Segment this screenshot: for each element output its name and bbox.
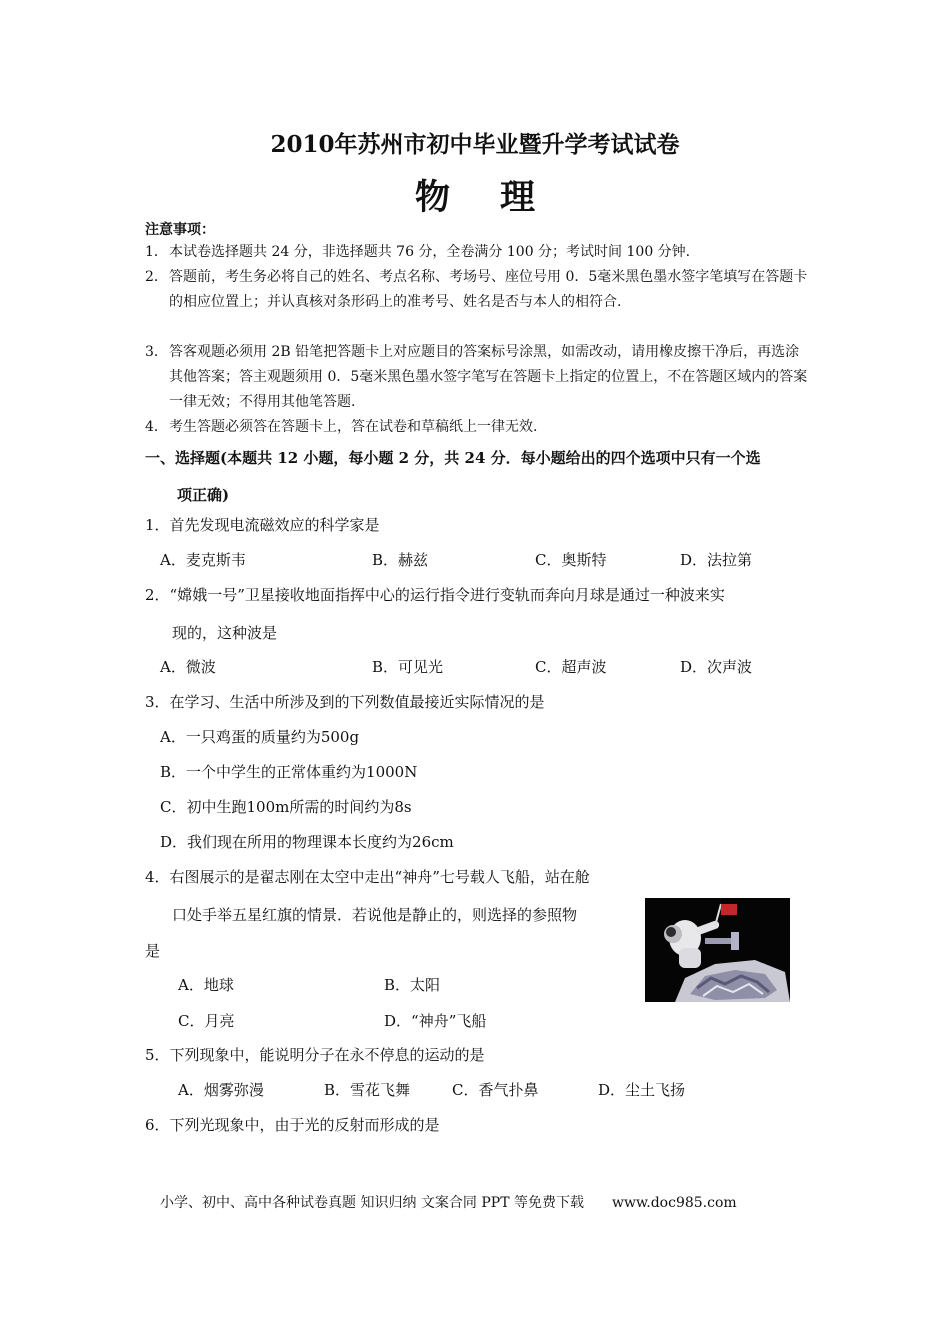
section-heading (145, 440, 810, 514)
note-item (145, 415, 810, 440)
note-number: 2． (145, 269, 168, 285)
note-text: 答题前，考生务必将自己的姓名、考点名称、考场号、座位号用 0．5毫米黑色墨水签字笔填写在答题卡的相应位置上；并认真核对条形码上的准考号、姓名是否与本人的相符合. (169, 269, 808, 310)
question-option: C．香气扑鼻 (452, 1081, 539, 1099)
question-option: C．超声波 (535, 658, 607, 676)
note-item (145, 240, 810, 265)
question-option: B．赫兹 (372, 551, 429, 569)
question-option: A．烟雾弥漫 (178, 1081, 264, 1099)
subject-title: 物理 (414, 177, 585, 218)
note-number: 1． (145, 244, 168, 260)
note-text: 考生答题必须答在答题卡上，答在试卷和草稿纸上一律无效. (169, 419, 538, 435)
question-option: B．可见光 (372, 658, 444, 676)
astronaut-spacewalk-photo (645, 898, 790, 1002)
question-stem: 1．首先发现电流磁效应的科学家是 (145, 516, 380, 534)
question-option: A．微波 (160, 658, 216, 676)
question-stem-continued: 是 (145, 942, 161, 960)
section-heading-line2: 项正确) (177, 486, 230, 504)
question-option: A．地球 (178, 976, 234, 994)
question-option: B．雪花飞舞 (324, 1081, 411, 1099)
question-option: D．法拉第 (680, 551, 753, 569)
question-stem: 6．下列光现象中，由于光的反射而形成的是 (145, 1116, 440, 1134)
astronaut-photo-illustration (645, 898, 790, 1002)
question-stem-continued: 口处手举五星红旗的情景．若说他是静止的，则选择的参照物 (172, 906, 578, 924)
question-option: C．奥斯特 (535, 551, 607, 569)
note-item (145, 340, 810, 415)
note-item (145, 265, 810, 315)
question-option: A．麦克斯韦 (160, 551, 246, 569)
question-option: D．尘土飞扬 (598, 1081, 686, 1099)
section-heading-line1: 一、选择题(本题共 12 小题，每小题 2 分，共 24 分．每小题给出的四个选项中只有一个选 (145, 449, 761, 467)
note-text: 本试卷选择题共 24 分，非选择题共 76 分，全卷满分 100 分；考试时间 100 分钟. (169, 244, 691, 260)
question-option: A．一只鸡蛋的质量约为500g (160, 728, 360, 746)
question-option: D．我们现在所用的物理课本长度约为26cm (160, 833, 454, 851)
footer-url[interactable]: www.doc985.com (611, 1195, 737, 1211)
notes-heading: 注意事项： (145, 222, 215, 238)
question-stem: 3．在学习、生活中所涉及到的下列数值最接近实际情况的是 (145, 693, 545, 711)
question-stem: 4．右图展示的是翟志刚在太空中走出“神舟”七号载人飞船，站在舱 (145, 868, 590, 886)
question-option: D．“神舟”飞船 (384, 1012, 487, 1030)
question-stem: 2．“嫦娥一号”卫星接收地面指挥中心的运行指令进行变轨而奔向月球是通过一种波来实 (145, 586, 725, 604)
page-footer (160, 1192, 737, 1212)
question-stem: 5．下列现象中，能说明分子在永不停息的运动的是 (145, 1046, 485, 1064)
question-option: B．一个中学生的正常体重约为1000N (160, 763, 418, 781)
question-option: B．太阳 (384, 976, 441, 994)
question-option: C．初中生跑100m所需的时间约为8s (160, 798, 412, 816)
note-number: 3． (145, 344, 168, 360)
note-text: 答客观题必须用 2B 铅笔把答题卡上对应题目的答案标号涂黑，如需改动，请用橡皮擦干净后，再选涂其他答案；答主观题须用 0．5毫米黑色墨水签字笔写在答题卡上指定的位置上，不在答题区域内的答案一律无效；不得用其他笔答题. (169, 344, 808, 410)
footer-text: 小学、初中、高中各种试卷真题 知识归纳 文案合同 PPT 等免费下载 (160, 1195, 584, 1211)
question-option: C．月亮 (178, 1012, 235, 1030)
question-option: D．次声波 (680, 658, 753, 676)
question-stem-continued: 现的，这种波是 (172, 624, 278, 642)
page-title: 2010年苏州市初中毕业暨升学考试试卷 (270, 131, 680, 158)
note-number: 4． (145, 419, 168, 435)
